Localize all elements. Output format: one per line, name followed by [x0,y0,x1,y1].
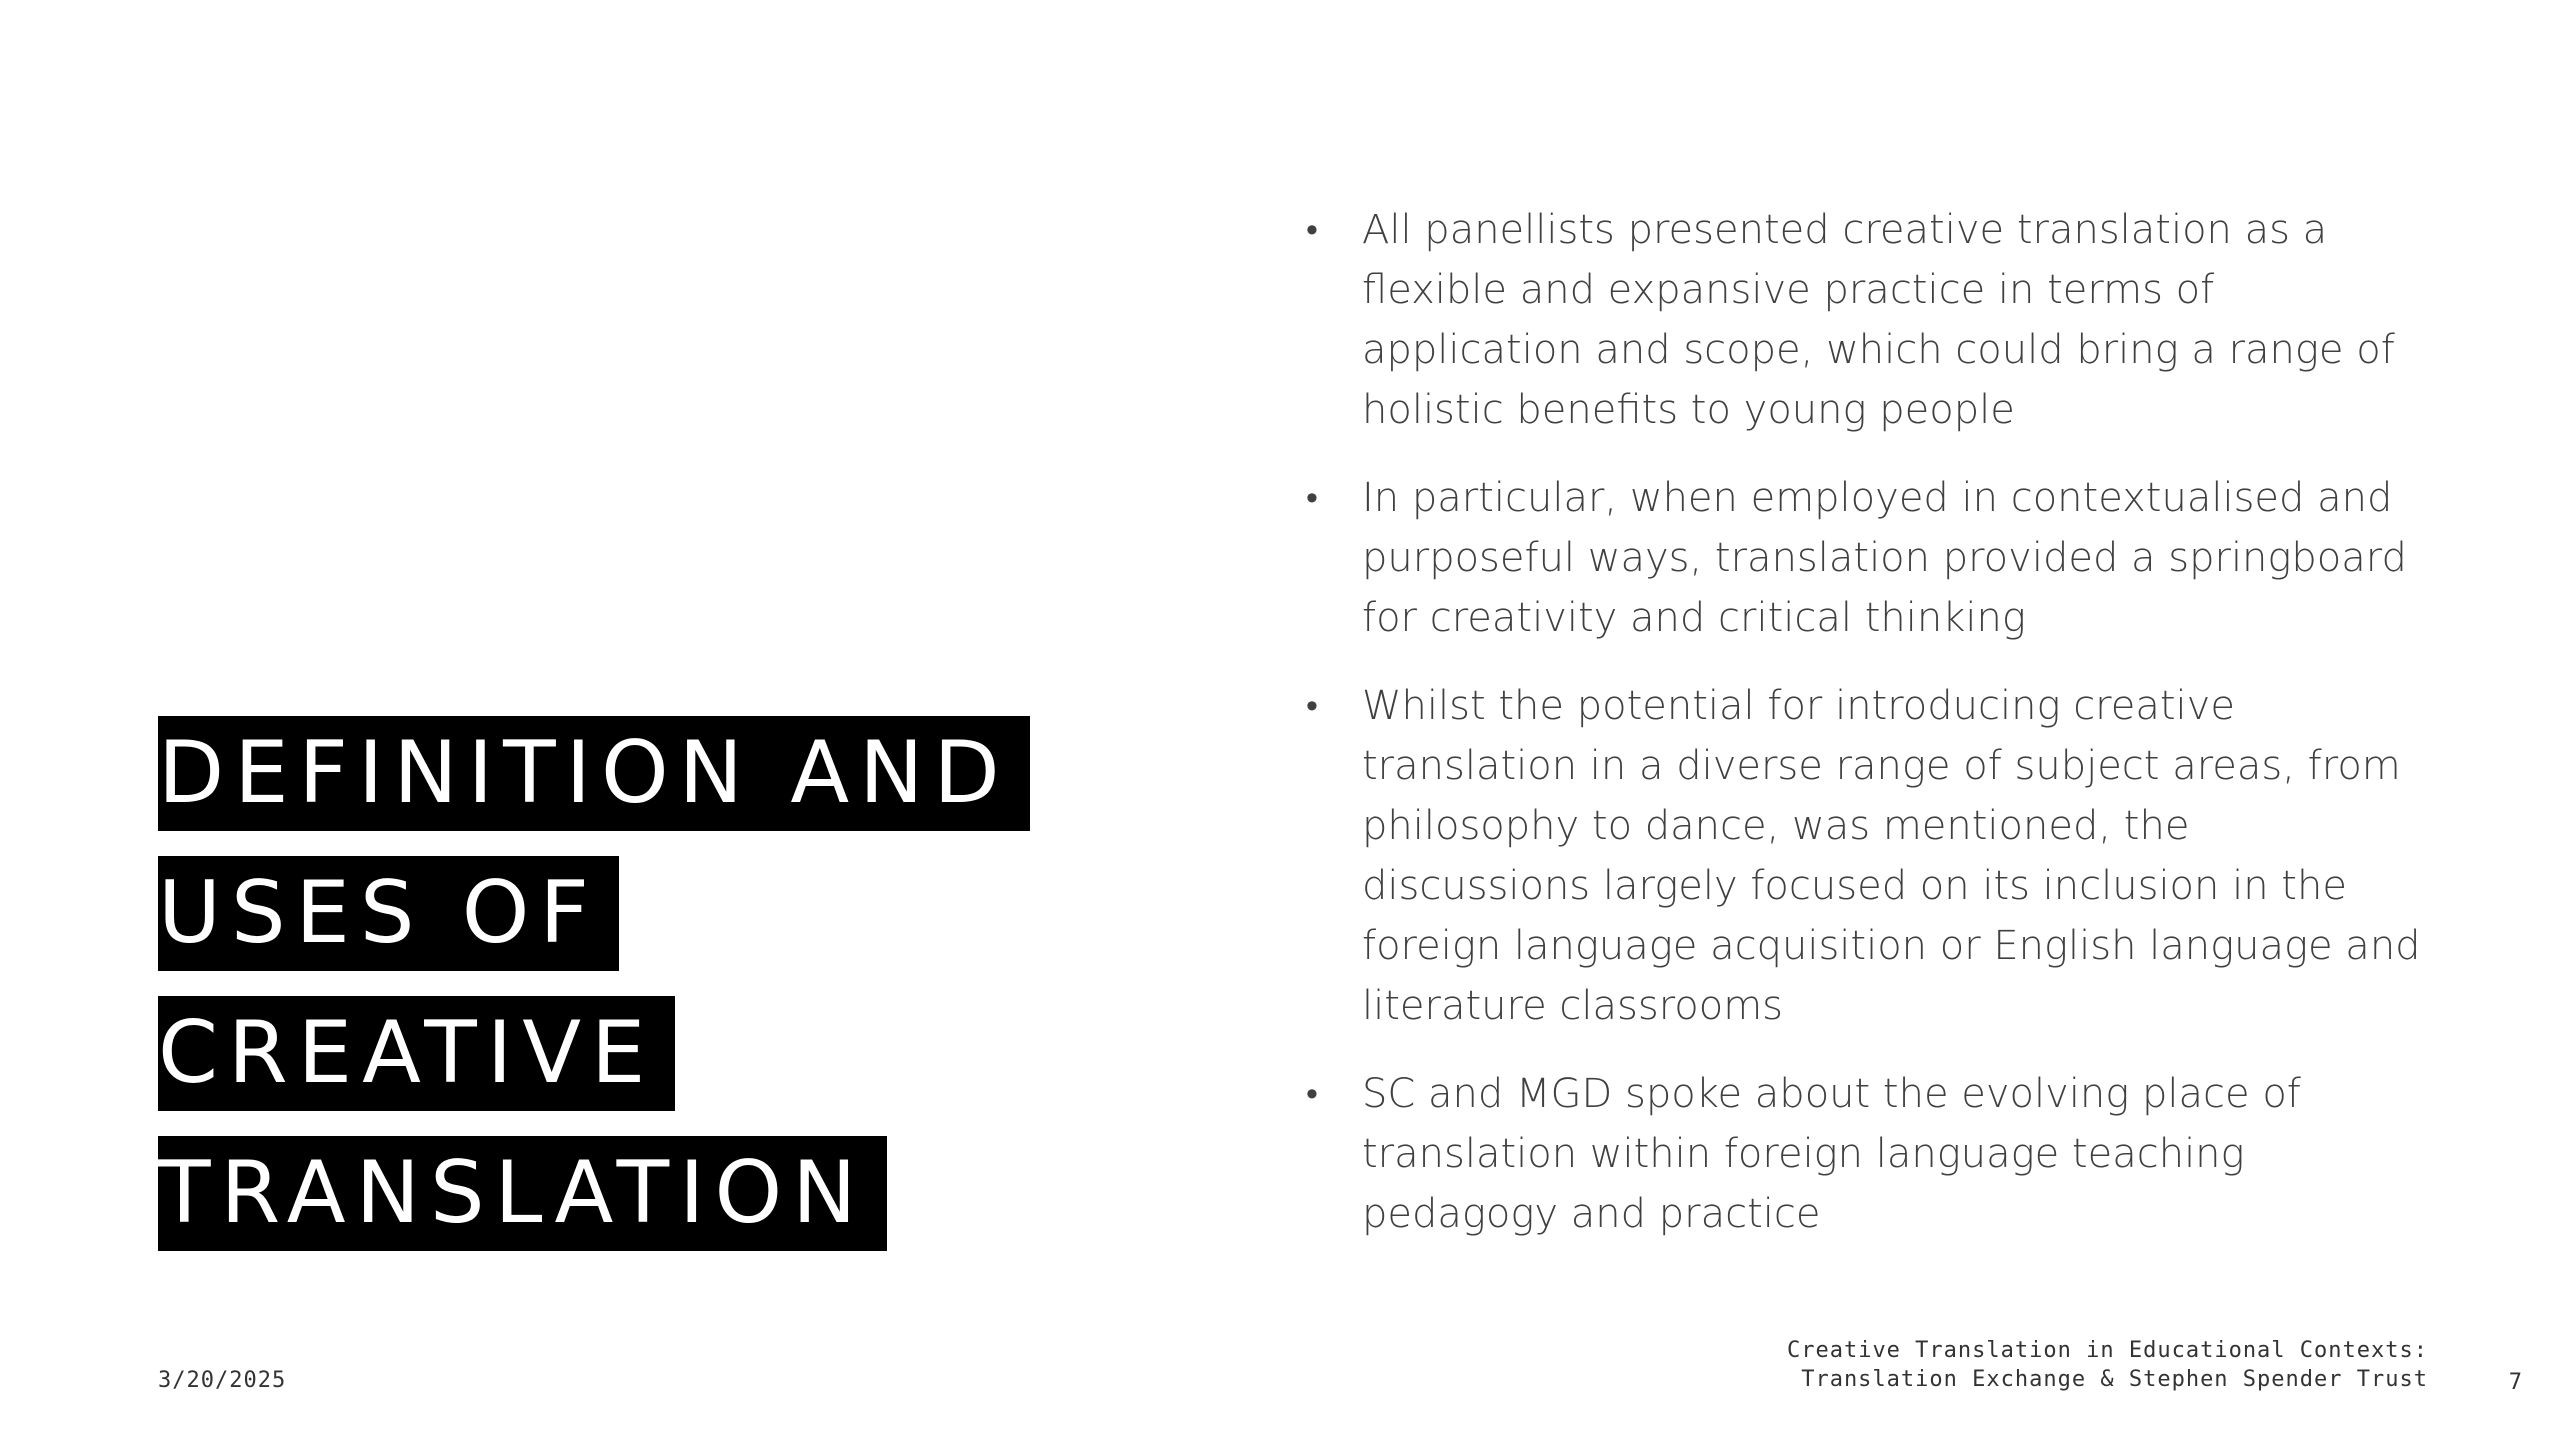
bullet-item [1306,1064,2426,1244]
footer-text [1787,1336,2428,1394]
bullet-text: In particular, when employed in contextualised and purposeful ways, translation provided a springboard for creativity and critical thinking [1362,475,2407,641]
slide-title [158,716,1058,1276]
title-text-3: CREATIVE [158,996,675,1111]
title-text-2: USES OF [158,856,619,971]
bullet-list [1306,200,2426,1244]
title-line-2 [158,856,1058,971]
title-text-1: DEFINITION AND [158,716,1030,831]
bullet-text: SC and MGD spoke about the evolving place of translation within foreign language teaching pedagogy and practice [1362,1071,2301,1237]
bullet-icon: • [1306,1074,1318,1114]
footer-text-line-1: Creative Translation in Educational Contexts: [1786,1338,2428,1363]
bullet-text: All panellists presented creative translation as a flexible and expansive practice in terms of application and scope, which could bring a range of holistic benefits to young people [1362,207,2395,433]
bullet-icon: • [1306,478,1318,518]
bullet-icon: • [1306,210,1318,250]
page-number: 7 [2508,1370,2522,1395]
title-line-1 [158,716,1058,831]
footer-text-line-2: Translation Exchange & Stephen Spender Trust [1801,1367,2428,1392]
title-line-3 [158,996,1058,1111]
bullet-item [1306,676,2426,1036]
title-line-4 [158,1136,1058,1251]
title-text-4: TRANSLATION [158,1136,887,1251]
bullet-icon: • [1306,686,1318,726]
bullet-text: Whilst the potential for introducing creative translation in a diverse range of subject areas, from philosophy to dance, was mentioned, the discussions largely focused on its inclusion in the foreign language acquisition or English language and literature classrooms [1362,683,2421,1029]
slide-content [1306,200,2426,1272]
bullet-item [1306,468,2426,648]
bullet-item [1306,200,2426,440]
footer-date: 3/20/2025 [158,1368,287,1393]
